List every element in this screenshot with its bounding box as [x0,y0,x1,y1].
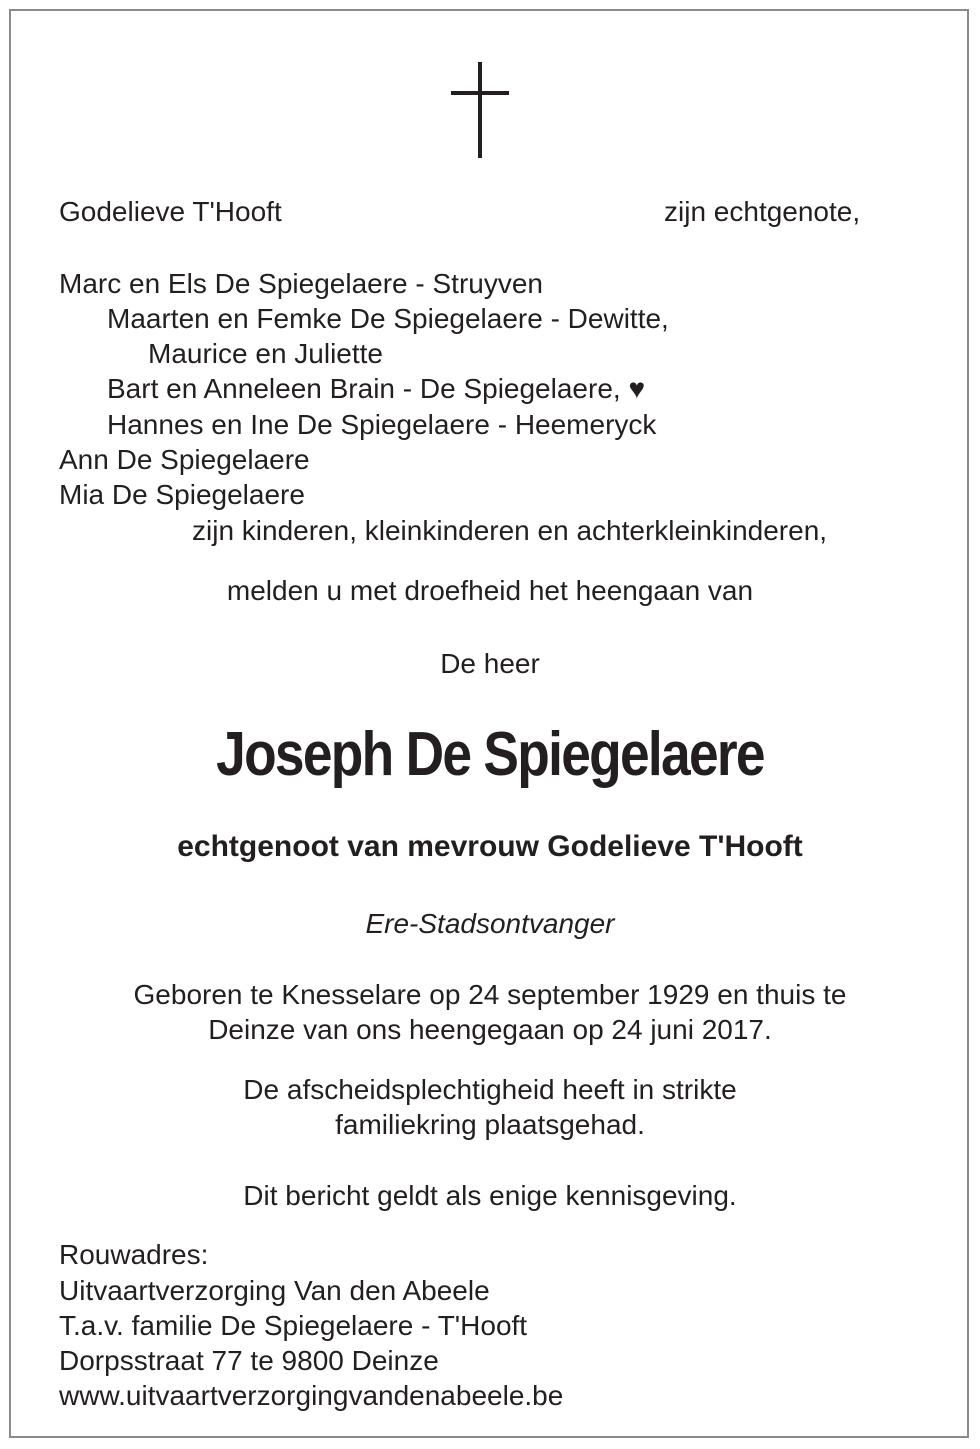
website-link[interactable]: www.uitvaartverzorgingvandenabeele.be [59,1380,564,1411]
title: De heer [440,648,540,679]
deceased-name: Joseph De Spiegelaere [216,720,764,789]
address-line: T.a.v. familie De Spiegelaere - T'Hooft [59,1310,528,1341]
death-line: Deinze van ons heengegaan op 24 juni 2017. [208,1014,772,1045]
family-line: Maurice en Juliette [148,338,384,369]
address-heading: Rouwadres: [59,1239,209,1270]
family-line: Marc en Els De Spiegelaere - Struyven [59,268,543,299]
announcement: melden u met droefheid het heengaan van [226,575,754,606]
notice: Dit bericht geldt als enige kennisgeving. [243,1180,737,1211]
ceremony-line: De afscheidsplechtigheid heeft in strikte [243,1074,737,1105]
family-relation: zijn kinderen, kleinkinderen en achterkleinkinderen, [192,515,828,546]
honorific: Ere-Stadsontvanger [365,908,615,939]
address-line: Uitvaartverzorging Van den Abeele [59,1275,490,1306]
family-line: Hannes en Ine De Spiegelaere - Heemeryck [107,409,657,440]
family-line: Bart en Anneleen Brain - De Spiegelaere, ♥ [107,373,646,404]
birth-line: Geboren te Knesselare op 24 september 1929 en thuis te [133,979,847,1010]
cross-icon [478,62,482,158]
address-line: Dorpsstraat 77 te 9800 Deinze [59,1345,439,1376]
family-line: Ann De Spiegelaere [59,444,310,475]
spouse-name: Godelieve T'Hooft [59,196,282,227]
family-line: Maarten en Femke De Spiegelaere - Dewitte, [107,303,669,334]
family-line: Mia De Spiegelaere [59,479,305,510]
ceremony-line: familiekring plaatsgehad. [335,1109,645,1140]
spouse-line: echtgenoot van mevrouw Godelieve T'Hooft [177,830,803,863]
spouse-relation: zijn echtgenote, [664,196,861,227]
